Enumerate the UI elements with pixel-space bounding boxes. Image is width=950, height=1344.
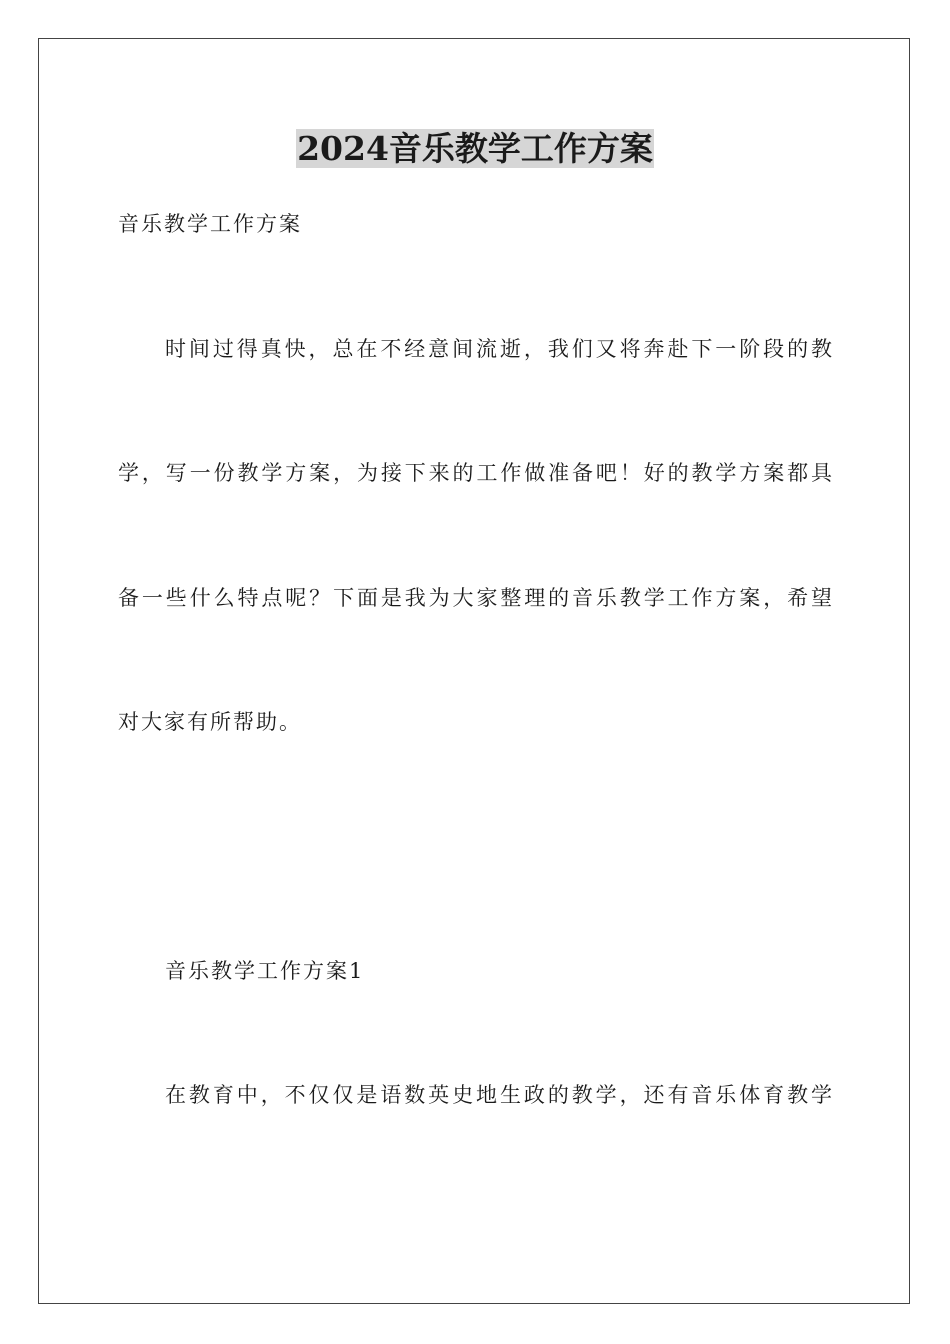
- intro-line-3: 备一些什么特点呢？下面是我为大家整理的音乐教学工作方案，希望: [118, 586, 832, 610]
- document-subtitle: 音乐教学工作方案: [118, 212, 302, 236]
- intro-line-2: 学，写一份教学方案，为接下来的工作做准备吧！好的教学方案都具: [118, 461, 832, 485]
- document-title: [0, 127, 950, 171]
- section-heading: 音乐教学工作方案1: [165, 959, 365, 983]
- intro-line-1: 时间过得真快，总在不经意间流逝，我们又将奔赴下一阶段的教: [165, 337, 832, 361]
- section-line-1: 在教育中，不仅仅是语数英史地生政的教学，还有音乐体育教学: [165, 1083, 832, 1107]
- document-title-text: 2024音乐教学工作方案: [297, 129, 653, 168]
- intro-line-4: 对大家有所帮助。: [118, 710, 302, 734]
